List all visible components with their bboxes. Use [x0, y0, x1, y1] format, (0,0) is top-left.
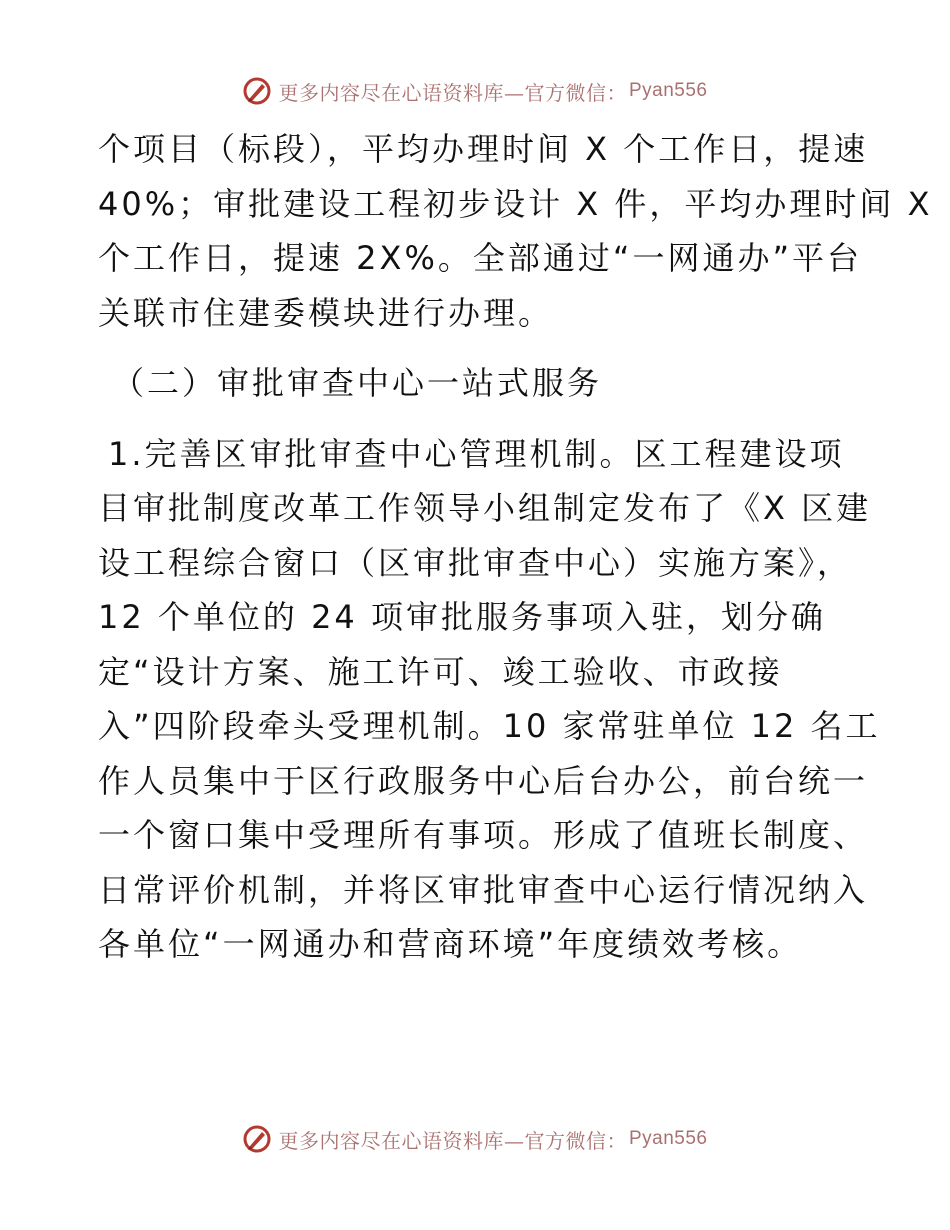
body-line: 目审批制度改革工作领导小组制定发布了《X 区建: [98, 489, 872, 527]
watermark-text: 更多内容尽在心语资料库—官方微信：: [278, 80, 627, 105]
watermark-wechat-id: Pyan556: [628, 80, 708, 101]
body-line: 1.完善区审批审查中心管理机制。区工程建设项: [108, 434, 845, 473]
body-line: 12 个单位的 24 项审批服务事项入驻，划分确: [98, 598, 826, 636]
pen-circle-logo-icon: [242, 1124, 272, 1154]
body-line: 个工作日，提速 2X%。全部通过“一网通办”平台: [98, 239, 863, 277]
body-line: 40%；审批建设工程初步设计 X 件，平均办理时间 X: [98, 184, 933, 223]
watermark-wechat-id: Pyan556: [628, 1128, 708, 1149]
pen-circle-logo-icon: [242, 76, 272, 106]
body-line: 设工程综合窗口（区审批审查中心）实施方案》，: [98, 543, 853, 582]
body-line: 入”四阶段牵头受理机制。10 家常驻单位 12 名工: [98, 707, 881, 745]
header-watermark: [0, 74, 950, 108]
watermark-text: 更多内容尽在心语资料库—官方微信：: [278, 1128, 627, 1153]
body-line: 定“设计方案、施工许可、竣工验收、市政接: [98, 652, 783, 691]
document-body: [98, 122, 933, 972]
body-line: 个项目（标段），平均办理时间 X 个工作日，提速: [98, 130, 869, 168]
body-line: 关联市住建委模块进行办理。: [98, 293, 554, 332]
body-line: 各单位“一网通办和营商环境”年度绩效考核。: [98, 925, 803, 963]
section-heading: （二）审批审查中心一站式服务: [112, 364, 603, 402]
body-line: 一个窗口集中受理所有事项。形成了值班长制度、: [98, 816, 869, 854]
body-line: 日常评价机制，并将区审批审查中心运行情况纳入: [98, 870, 869, 909]
body-line: 作人员集中于区行政服务中心后台办公，前台统一: [98, 761, 869, 800]
footer-watermark: [0, 1122, 950, 1156]
